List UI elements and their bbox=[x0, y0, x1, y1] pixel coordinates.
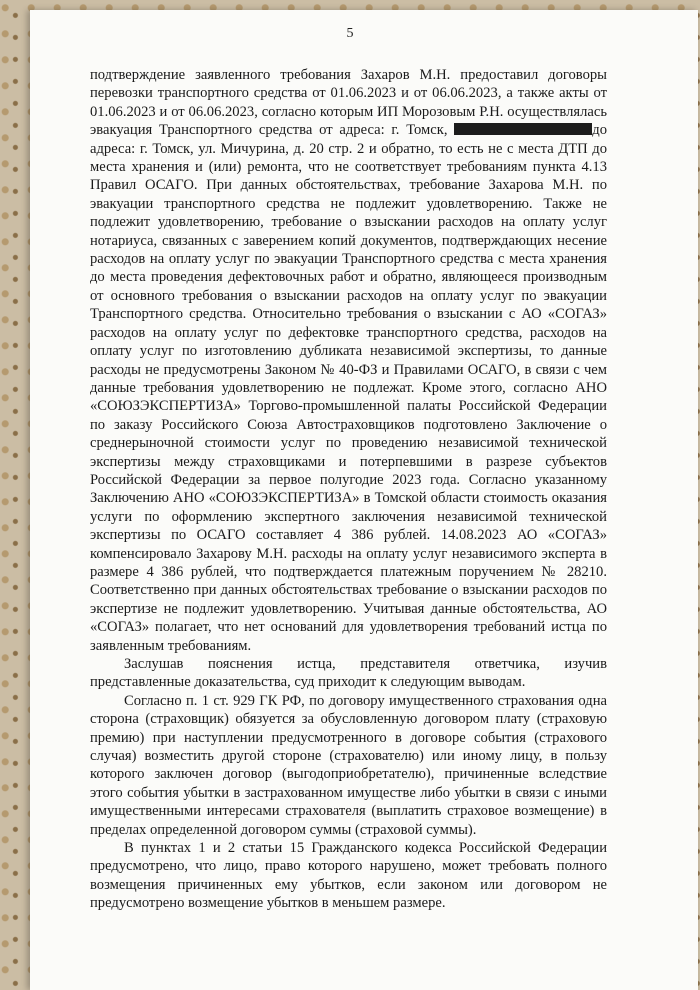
paragraph-1-text-start: подтверждение заявленного требования Захаров М.Н. предоставил договоры перевозки транспортного средства от 01.06.2023 и от 06.06.2023, а также акты от 01.06.2023 и от 06.06.2023, согласно которым ИП Морозовым Р.Н. осуществлялась эвакуация Транспортного средства от адреса: г. Томск, bbox=[90, 67, 607, 139]
redaction-block bbox=[454, 123, 592, 135]
paragraph-4: В пунктах 1 и 2 статьи 15 Гражданского кодекса Российской Федерации предусмотрено, что лицо, право которого нарушено, может требовать полного возмещения причиненных ему убытков, если законом или договором не предусмотрено возмещение убытков в меньшем размере. bbox=[90, 840, 607, 912]
paragraph-1 bbox=[90, 66, 607, 655]
page-number: 5 bbox=[346, 26, 354, 41]
paragraph-2: Заслушав пояснения истца, представителя ответчика, изучив представленные доказательства, суд приходит к следующим выводам. bbox=[90, 656, 607, 691]
paragraph-1-text-end: до адреса: г. Томск, ул. Мичурина, д. 20 стр. 2 и обратно, то есть не с места ДТП до места хранения и (или) ремонта, что не соответствует требованиям пункта 4.13 Правил ОСАГО. При данных обстоятельствах, требование Захарова М.Н. по эвакуации транспортного средства не подлежит удовлетворению. Также не подлежит удовлетворению, требование о взыскании расходов на оплату услуг нотариуса, связанных с заверением копий документов, подтверждающих несение расходов на оплату услуг по эвакуации Транспортного средства с места хранения до места проведения дефектовочных работ и обратно, являющееся производным от основного требования о взыскании расходов на оплату услуг по эвакуации Транспортного средства. Относительно требования о взыскании с АО «СОГАЗ» расходов на оплату услуг по дефектовке транспортного средства, расходов на оплату услуг по изготовлению дубликата независимой экспертизы, то данные расходы не предусмотрены Законом № 40-ФЗ и Правилами ОСАГО, в связи с чем данные требования удовлетворению не подлежат. Кроме этого, согласно АНО «СОЮЗЭКСПЕРТИЗА» Торгово-промышленной палаты Российской Федерации по заказу Российского Союза Автостраховщиков подготовлено Заключение о среднерыночной стоимости услуг по проведению независимой технической экспертизы между страховщиками и потерпевшими в разрезе субъектов Российской Федерации за первое полугодие 2023 года. Согласно указанному Заключению АНО «СОЮЗЭКСПЕРТИЗА» в Томской области стоимость оказания услуги по оформлению экспертного заключения независимой технической экспертизы по ОСАГО составляет 4 386 рублей. 14.08.2023 АО «СОГАЗ» компенсировало Захарову М.Н. расходы на оплату услуг независимого эксперта в размере 4 386 рублей, что подтверждается платежным поручением № 28210. Соответственно при данных обстоятельствах требование о взыскании расходов по экспертизе не подлежит удовлетворению. Учитывая данные обстоятельства, АО «СОГАЗ» полагает, что нет оснований для удовлетворения требований истца по заявленным требованиям. bbox=[90, 122, 607, 654]
document-body bbox=[90, 66, 607, 913]
paragraph-3: Согласно п. 1 ст. 929 ГК РФ, по договору имущественного страхования одна сторона (страховщик) обязуется за обусловленную договором плату (страховую премию) при наступлении предусмотренного в договоре события (страхового случая) возместить другой стороне (страхователю) или иному лицу, в пользу которого заключен договор (выгодоприобретателю), причиненные вследствие этого события убытки в застрахованном имуществе либо убытки в связи с иными имущественными интересами страхователя (выплатить страховое возмещение) в пределах определенной договором суммы (страховой суммы). bbox=[90, 692, 607, 838]
